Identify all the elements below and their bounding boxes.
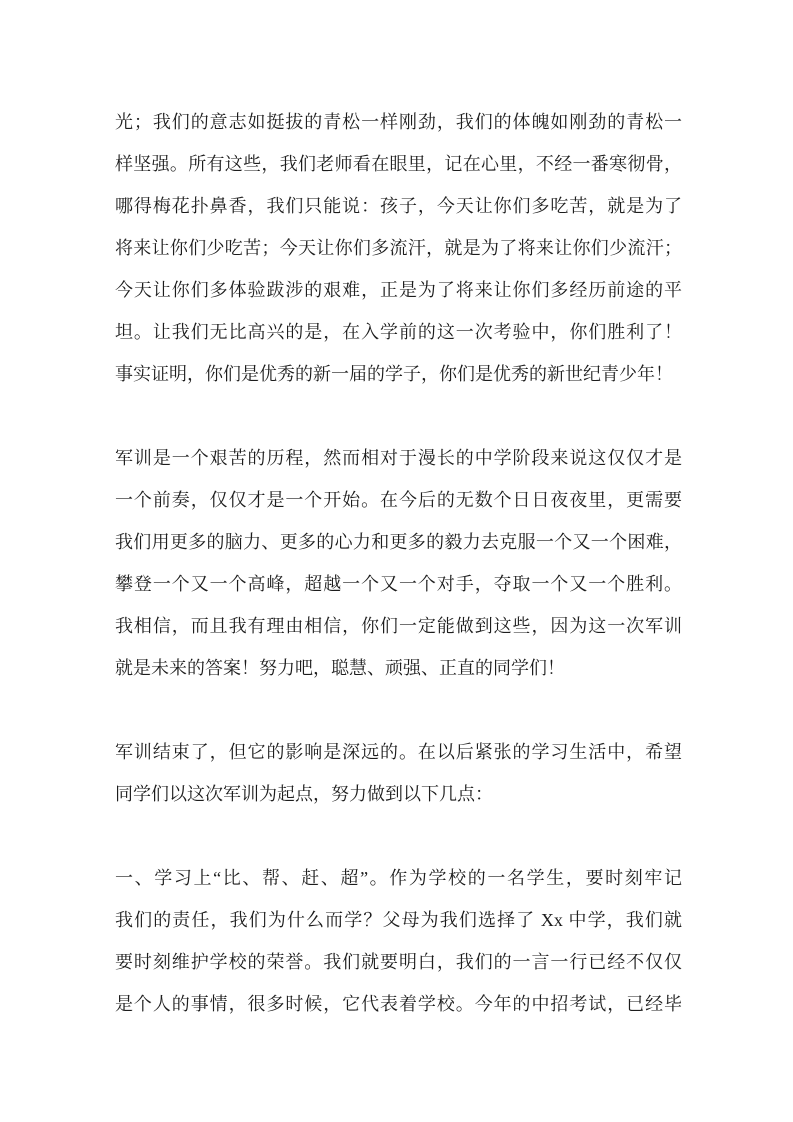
text-line: 是个人的事情，很多时候，它代表着学校。今年的中招考试，已经毕 bbox=[115, 994, 682, 1014]
text-line: 同学们以这次军训为起点，努力做到以下几点： bbox=[115, 784, 493, 804]
paragraph-1 bbox=[115, 101, 682, 395]
text-line: 我们用更多的脑力、更多的心力和更多的毅力去克服一个又一个困难， bbox=[115, 532, 682, 552]
text-line: 坦。让我们无比高兴的是，在入学前的这一次考验中，你们胜利了！ bbox=[115, 322, 682, 342]
paragraph-3 bbox=[115, 731, 682, 815]
paragraph-4 bbox=[115, 857, 682, 1025]
paragraph-2 bbox=[115, 437, 682, 689]
text-line: 攀登一个又一个高峰，超越一个又一个对手，夺取一个又一个胜利。 bbox=[115, 574, 682, 594]
text-line: 要时刻维护学校的荣誉。我们就要明白，我们的一言一行已经不仅仅 bbox=[115, 952, 682, 972]
text-line: 今天让你们多体验跋涉的艰难，正是为了将来让你们多经历前途的平 bbox=[115, 280, 682, 300]
text-line: 将来让你们少吃苦；今天让你们多流汗，就是为了将来让你们少流汗； bbox=[115, 238, 682, 258]
text-line: 我相信，而且我有理由相信，你们一定能做到这些，因为这一次军训 bbox=[115, 616, 682, 636]
document-content bbox=[115, 101, 682, 1067]
text-line: 样坚强。所有这些，我们老师看在眼里，记在心里，不经一番寒彻骨， bbox=[115, 154, 682, 174]
text-line: 一、学习上“比、帮、赶、超”。作为学校的一名学生，要时刻牢记 bbox=[115, 868, 682, 888]
text-line: 我们的责任，我们为什么而学？父母为我们选择了 Xx 中学，我们就 bbox=[115, 910, 682, 930]
text-line: 一个前奏，仅仅才是一个开始。在今后的无数个日日夜夜里，更需要 bbox=[115, 490, 682, 510]
text-line: 军训结束了，但它的影响是深远的。在以后紧张的学习生活中，希望 bbox=[115, 742, 682, 762]
text-line: 事实证明，你们是优秀的新一届的学子，你们是优秀的新世纪青少年！ bbox=[115, 364, 673, 384]
text-line: 光；我们的意志如挺拔的青松一样刚劲，我们的体魄如刚劲的青松一 bbox=[115, 112, 682, 132]
text-line: 军训是一个艰苦的历程，然而相对于漫长的中学阶段来说这仅仅才是 bbox=[115, 448, 682, 468]
text-line: 就是未来的答案！努力吧，聪慧、顽强、正直的同学们！ bbox=[115, 658, 565, 678]
text-line: 哪得梅花扑鼻香，我们只能说：孩子，今天让你们多吃苦，就是为了 bbox=[115, 196, 682, 216]
